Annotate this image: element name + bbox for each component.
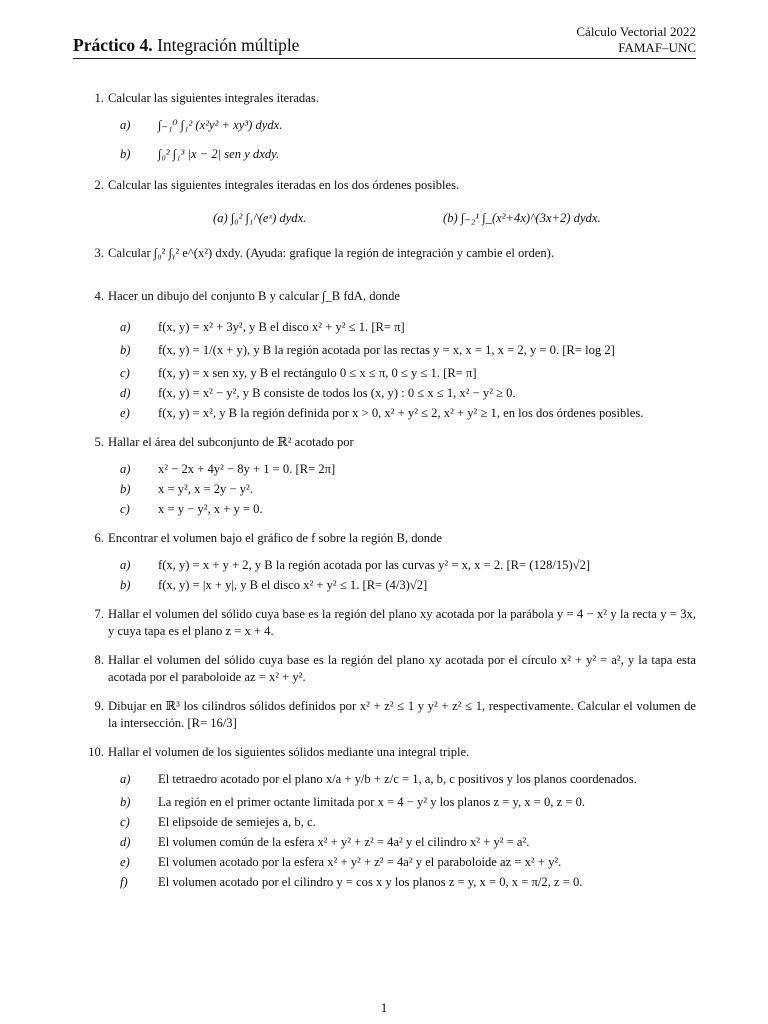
- problem-3: [88, 245, 696, 262]
- subitem-text: El volumen común de la esfera x² + y² + z² = 4a² y el cilindro x² + y² = a².: [158, 835, 530, 849]
- subitem-10a: [108, 771, 696, 788]
- header-rule: [73, 58, 696, 59]
- subitem-label: a): [120, 118, 131, 132]
- subitem-1b: [108, 146, 696, 163]
- problem-10: [88, 744, 696, 891]
- subitem-5c: [108, 501, 696, 518]
- subitem-text: El volumen acotado por la esfera x² + y² + z² = 4a² y el paraboloide az = x² + y².: [158, 855, 562, 869]
- subitem-label: a): [120, 772, 131, 786]
- title-bold: Práctico 4.: [73, 35, 153, 55]
- subitem-label: a): [120, 320, 131, 334]
- subitem-text: f(x, y) = 1/(x + y), y B la región acotada por las rectas y = x, x = 1, x = 2, y = 0. [R= log 2]: [158, 343, 615, 357]
- problem-text: Hallar el volumen de los siguientes sólidos mediante una integral triple.: [108, 745, 470, 759]
- integral-a: (a) ∫₀² ∫₁^(eˣ) dydx.: [213, 211, 307, 225]
- subitem-label: c): [120, 815, 130, 829]
- problem-number: 5.: [94, 435, 104, 449]
- problem-number: 4.: [94, 289, 104, 303]
- title-rest: Integración múltiple: [157, 35, 300, 55]
- subitem-5b: [108, 481, 696, 498]
- problem-text: Encontrar el volumen bajo el gráfico de f sobre la región B, donde: [108, 531, 442, 545]
- problem-2: [88, 177, 696, 227]
- subitem-4d: [108, 385, 696, 402]
- subitem-1a: [108, 117, 696, 134]
- problem-text: Calcular las siguientes integrales iteradas.: [108, 91, 319, 105]
- problem-text: Hacer un dibujo del conjunto B y calcular ∫_B fdA, donde: [108, 289, 400, 303]
- subitem-10c: [108, 814, 696, 831]
- subitem-text: f(x, y) = |x + y|, y B el disco x² + y² ≤ 1. [R= (4/3)√2]: [158, 578, 428, 592]
- header-info: [576, 24, 696, 56]
- problem-text: Calcular las siguientes integrales iteradas en los dos órdenes posibles.: [108, 178, 460, 192]
- subitem-label: d): [120, 386, 131, 400]
- subitem-label: e): [120, 406, 130, 420]
- subitem-label: c): [120, 502, 130, 516]
- subitem-text: ∫₋₁⁰ ∫₁² (x²y² + xy³) dydx.: [158, 118, 283, 132]
- subitem-label: a): [120, 462, 131, 476]
- problem-number: 10.: [88, 745, 104, 759]
- problem-list: [88, 90, 696, 894]
- subitem-text: El volumen acotado por el cilindro y = cos x y los planos z = y, x = 0, x = π/2, z = 0.: [158, 875, 583, 889]
- subitem-label: b): [120, 343, 131, 357]
- problem-8: [88, 652, 696, 686]
- integral-b: (b) ∫₋₂¹ ∫_(x²+4x)^(3x+2) dydx.: [443, 211, 601, 225]
- subitem-4e: [108, 405, 696, 422]
- problem-number: 1.: [94, 91, 104, 105]
- problem-number: 9.: [94, 699, 104, 713]
- problem-5: [88, 434, 696, 518]
- problem-1: [88, 90, 696, 163]
- subitem-text: f(x, y) = x + y + 2, y B la región acotada por las curvas y² = x, x = 2. [R= (128/15)√2]: [158, 558, 591, 572]
- subitem-text: El elipsoide de semiejes a, b, c.: [158, 815, 316, 829]
- problem-9: [88, 698, 696, 732]
- problem-text: Calcular ∫₀² ∫ᵧ² e^(x²) dxdy. (Ayuda: grafique la región de integración y cambie el orden).: [108, 246, 555, 260]
- problem-4: [88, 288, 696, 422]
- subitem-4a: [108, 319, 696, 336]
- subitem-text: f(x, y) = x sen xy, y B el rectángulo 0 ≤ x ≤ π, 0 ≤ y ≤ 1. [R= π]: [158, 366, 477, 380]
- subitem-label: c): [120, 366, 130, 380]
- subitem-label: b): [120, 147, 131, 161]
- subitem-5a: [108, 461, 696, 478]
- page-number: 1: [380, 1000, 388, 1015]
- subitem-10e: [108, 854, 696, 871]
- subitem-10f: [108, 874, 696, 891]
- subitem-label: f): [120, 875, 128, 889]
- subitem-text: f(x, y) = x² − y², y B consiste de todos los (x, y) : 0 ≤ x ≤ 1, x² − y² ≥ 0.: [158, 386, 516, 400]
- subitem-label: a): [120, 558, 131, 572]
- subitem-text: ∫₀² ∫₁³ |x − 2| sen y dxdy.: [158, 147, 280, 161]
- problem-6: [88, 530, 696, 594]
- problem-number: 8.: [94, 653, 104, 667]
- problem-7: [88, 606, 696, 640]
- course-name: Cálculo Vectorial 2022: [576, 24, 696, 39]
- problem-number: 2.: [94, 178, 104, 192]
- problem-text: Dibujar en ℝ³ los cilindros sólidos definidos por x² + z² ≤ 1 y y² + z² ≤ 1, respectivamente. Calcular el volumen de la intersección. [R= 16/3]: [108, 699, 696, 730]
- subitem-10b: [108, 794, 696, 811]
- institution-name: FAMAF–UNC: [618, 40, 696, 55]
- subitem-4b: [108, 342, 696, 359]
- subitem-text: El tetraedro acotado por el plano x/a + y/b + z/c = 1, a, b, c positivos y los planos coordenados.: [158, 772, 637, 786]
- problem-number: 3.: [94, 246, 104, 260]
- problem-text: Hallar el volumen del sólido cuya base es la región del plano xy acotada por la parábola y = 4 − x² y la recta y = 3x, y cuya tapa es el plano z = x + 4.: [108, 607, 696, 638]
- subitem-6b: [108, 577, 696, 594]
- subitem-text: x = y − y², x + y = 0.: [158, 502, 263, 516]
- subitem-text: La región en el primer octante limitada por x = 4 − y² y los planos z = y, x = 0, z = 0.: [158, 795, 586, 809]
- subitem-6a: [108, 557, 696, 574]
- problem-text: Hallar el volumen del sólido cuya base es la región del plano xy acotada por el círculo x² + y² = a², y la tapa esta acotada por el paraboloide az = x² + y².: [108, 653, 696, 684]
- subitem-label: d): [120, 835, 131, 849]
- subitem-label: e): [120, 855, 130, 869]
- page-title: [73, 35, 299, 56]
- subitem-label: b): [120, 578, 131, 592]
- subitem-text: x² − 2x + 4y² − 8y + 1 = 0. [R= 2π]: [158, 462, 336, 476]
- problem-number: 7.: [94, 607, 104, 621]
- subitem-label: b): [120, 795, 131, 809]
- problem-text: Hallar el área del subconjunto de ℝ² acotado por: [108, 435, 354, 449]
- subitem-4c: [108, 365, 696, 382]
- subitem-10d: [108, 834, 696, 851]
- subitem-label: b): [120, 482, 131, 496]
- problem-number: 6.: [94, 531, 104, 545]
- subitem-text: f(x, y) = x² + 3y², y B el disco x² + y² ≤ 1. [R= π]: [158, 320, 405, 334]
- subitem-text: x = y², x = 2y − y².: [158, 482, 253, 496]
- subitem-text: f(x, y) = x², y B la región definida por x > 0, x² + y² ≤ 2, x² + y² ≥ 1, en los dos órdenes posibles.: [158, 406, 644, 420]
